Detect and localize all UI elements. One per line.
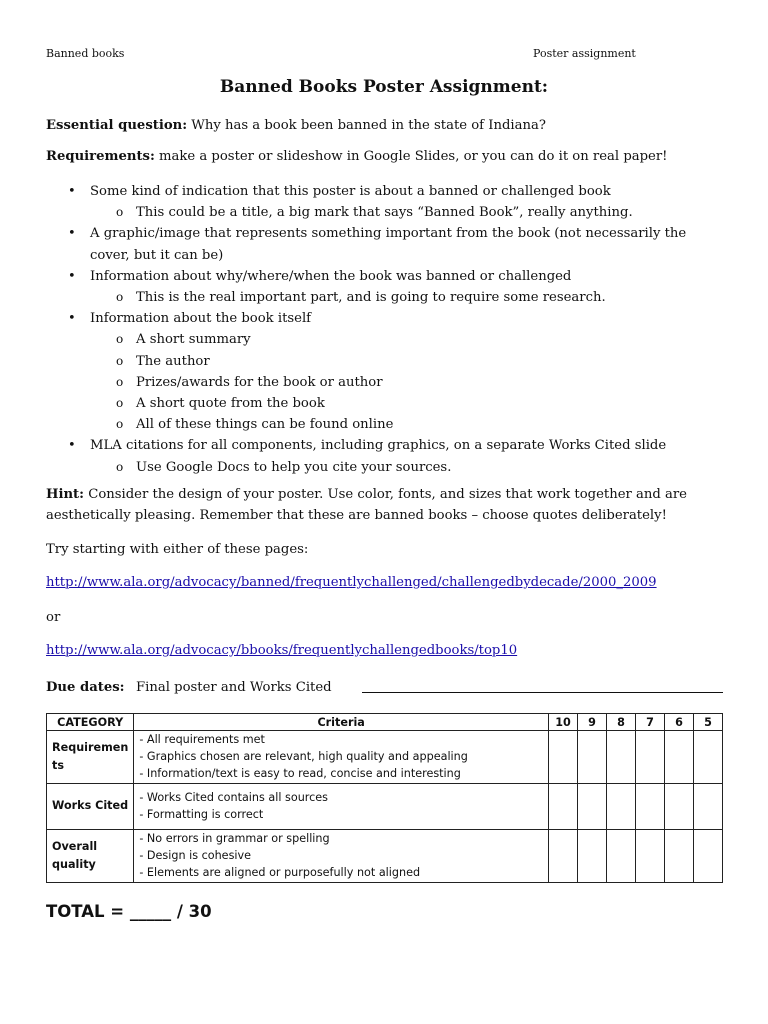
requirement-bullet-text: MLA citations for all components, including graphics, on a separate Works Cited slide (90, 438, 667, 454)
requirement-bullet (46, 435, 726, 456)
requirement-subbullet-text: This is the real important part, and is going to require some research. (136, 290, 606, 306)
requirement-subbullet-text: All of these things can be found online (136, 417, 394, 433)
criteria-line: - Works Cited contains all sources (139, 790, 329, 804)
rubric-row-overall-quality (47, 829, 723, 882)
score-cell-10[interactable] (549, 731, 578, 784)
score-cell-7[interactable] (636, 731, 665, 784)
score-cell-8[interactable] (607, 731, 636, 784)
try-text: Try starting with either of these pages: (46, 542, 309, 557)
bullet-dot: • (68, 311, 76, 327)
rubric-table (46, 713, 723, 883)
requirements-list (46, 181, 726, 478)
essential-question-text: Why has a book been banned in the state of Indiana? (187, 118, 546, 133)
bullet-dot: • (68, 438, 76, 454)
requirement-subbullet-text: The author (136, 353, 210, 369)
requirement-subbullet (46, 457, 726, 478)
requirement-subbullet-text: Prizes/awards for the book or author (136, 374, 383, 390)
score-cell-10[interactable] (549, 783, 578, 829)
subbullet-marker: o (116, 396, 124, 411)
requirement-subbullet (46, 414, 726, 435)
ala-link-top10[interactable]: http://www.ala.org/advocacy/bbooks/frequentlychallengedbooks/top10 (46, 643, 518, 658)
requirement-subbullet (46, 287, 726, 308)
requirement-bullet-text: A graphic/image that represents something important from the book (not necessarily the cover, but it can be) (90, 226, 687, 263)
rubric-header-category: CATEGORY (47, 714, 134, 731)
rubric-header-row (47, 714, 723, 731)
criteria-line: - All requirements met (139, 733, 265, 746)
score-cell-6[interactable] (665, 783, 694, 829)
subbullet-marker: o (116, 374, 124, 389)
header-right: Poster assignment (533, 47, 636, 60)
score-cell-9[interactable] (578, 829, 607, 882)
score-cell-9[interactable] (578, 731, 607, 784)
score-cell-7[interactable] (636, 783, 665, 829)
bullet-dot: • (68, 268, 76, 284)
requirement-subbullet-text: A short summary (136, 332, 251, 348)
requirements-intro (46, 147, 726, 167)
score-cell-5[interactable] (694, 731, 723, 784)
rubric-row-works-cited (47, 783, 723, 829)
due-dates-label (46, 678, 125, 698)
or-text: or (46, 610, 61, 625)
hint-paragraph (46, 484, 726, 526)
bullet-dot: • (68, 184, 76, 199)
requirement-bullet (46, 266, 726, 287)
rubric-header-score-5: 5 (694, 714, 723, 731)
requirement-bullet (46, 308, 726, 329)
requirement-bullet (46, 181, 726, 202)
criteria-line: - No errors in grammar or spelling (139, 831, 330, 845)
essential-question (46, 116, 726, 136)
rubric-header-score-6: 6 (665, 714, 694, 731)
requirements-label: Requirements: (46, 149, 155, 164)
rubric-header-score-8: 8 (607, 714, 636, 731)
subbullet-marker: o (116, 417, 124, 432)
due-date-blank-line[interactable] (362, 692, 723, 693)
due-dates-value: Final poster and Works Cited (136, 680, 332, 695)
subbullet-marker: o (116, 353, 124, 368)
requirement-bullet-text: Some kind of indication that this poster is about a banned or challenged book (90, 184, 611, 199)
score-cell-8[interactable] (607, 829, 636, 882)
score-cell-8[interactable] (607, 783, 636, 829)
total-score: TOTAL = _____ / 30 (46, 902, 212, 921)
rubric-header-score-7: 7 (636, 714, 665, 731)
document-title: Banned Books Poster Assignment: (219, 77, 549, 97)
header-left: Banned books (46, 47, 125, 60)
score-cell-9[interactable] (578, 783, 607, 829)
due-dates-label-text: Due dates: (46, 680, 125, 695)
rubric-category: Requiremen ts (47, 731, 134, 784)
requirement-subbullet (46, 393, 726, 414)
score-cell-5[interactable] (694, 783, 723, 829)
requirement-bullet-text: Information about the book itself (90, 311, 312, 327)
score-cell-6[interactable] (665, 829, 694, 882)
criteria-line: - Design is cohesive (139, 849, 252, 862)
requirement-subbullet-text: A short quote from the book (136, 396, 325, 412)
criteria-line: - Formatting is correct (139, 808, 264, 822)
requirement-bullet (46, 223, 726, 265)
rubric-header-criteria: Criteria (134, 714, 549, 731)
hint-text: Consider the design of your poster. Use color, fonts, and sizes that work together and are aesthetically pleasing. Remember that these are banned books – choose quotes deliberately! (46, 487, 687, 523)
rubric-criteria (134, 783, 549, 829)
criteria-line: - Information/text is easy to read, concise and interesting (139, 767, 461, 781)
requirement-bullet-text: Information about why/where/when the book was banned or challenged (90, 268, 572, 284)
subbullet-marker: o (116, 332, 124, 347)
subbullet-marker: o (116, 459, 124, 474)
score-cell-5[interactable] (694, 829, 723, 882)
essential-question-label: Essential question: (46, 118, 188, 133)
criteria-line: - Elements are aligned or purposefully not aligned (139, 866, 421, 880)
requirement-subbullet-text: This could be a title, a big mark that says “Banned Book”, really anything. (136, 205, 633, 221)
requirement-subbullet (46, 372, 726, 393)
ala-link-challenged-by-decade[interactable]: http://www.ala.org/advocacy/banned/frequentlychallenged/challengedbydecade/2000_2009 (46, 575, 657, 590)
rubric-category: Overall quality (47, 829, 134, 882)
score-cell-6[interactable] (665, 731, 694, 784)
score-cell-10[interactable] (549, 829, 578, 882)
bullet-dot: • (68, 226, 76, 242)
requirement-subbullet (46, 351, 726, 372)
hint-label: Hint: (46, 487, 85, 502)
criteria-line: - Graphics chosen are relevant, high quality and appealing (139, 750, 468, 764)
rubric-header-score-9: 9 (578, 714, 607, 731)
requirement-subbullet-text: Use Google Docs to help you cite your sources. (136, 459, 452, 475)
requirement-subbullet (46, 329, 726, 350)
requirement-subbullet (46, 202, 726, 223)
score-cell-7[interactable] (636, 829, 665, 882)
rubric-criteria (134, 731, 549, 784)
rubric-row-requirements (47, 731, 723, 784)
subbullet-marker: o (116, 290, 124, 305)
requirements-text: make a poster or slideshow in Google Slides, or you can do it on real paper! (154, 149, 668, 164)
rubric-criteria (134, 829, 549, 882)
rubric-header-score-10: 10 (549, 714, 578, 731)
rubric-category: Works Cited (47, 783, 134, 829)
subbullet-marker: o (116, 205, 124, 220)
